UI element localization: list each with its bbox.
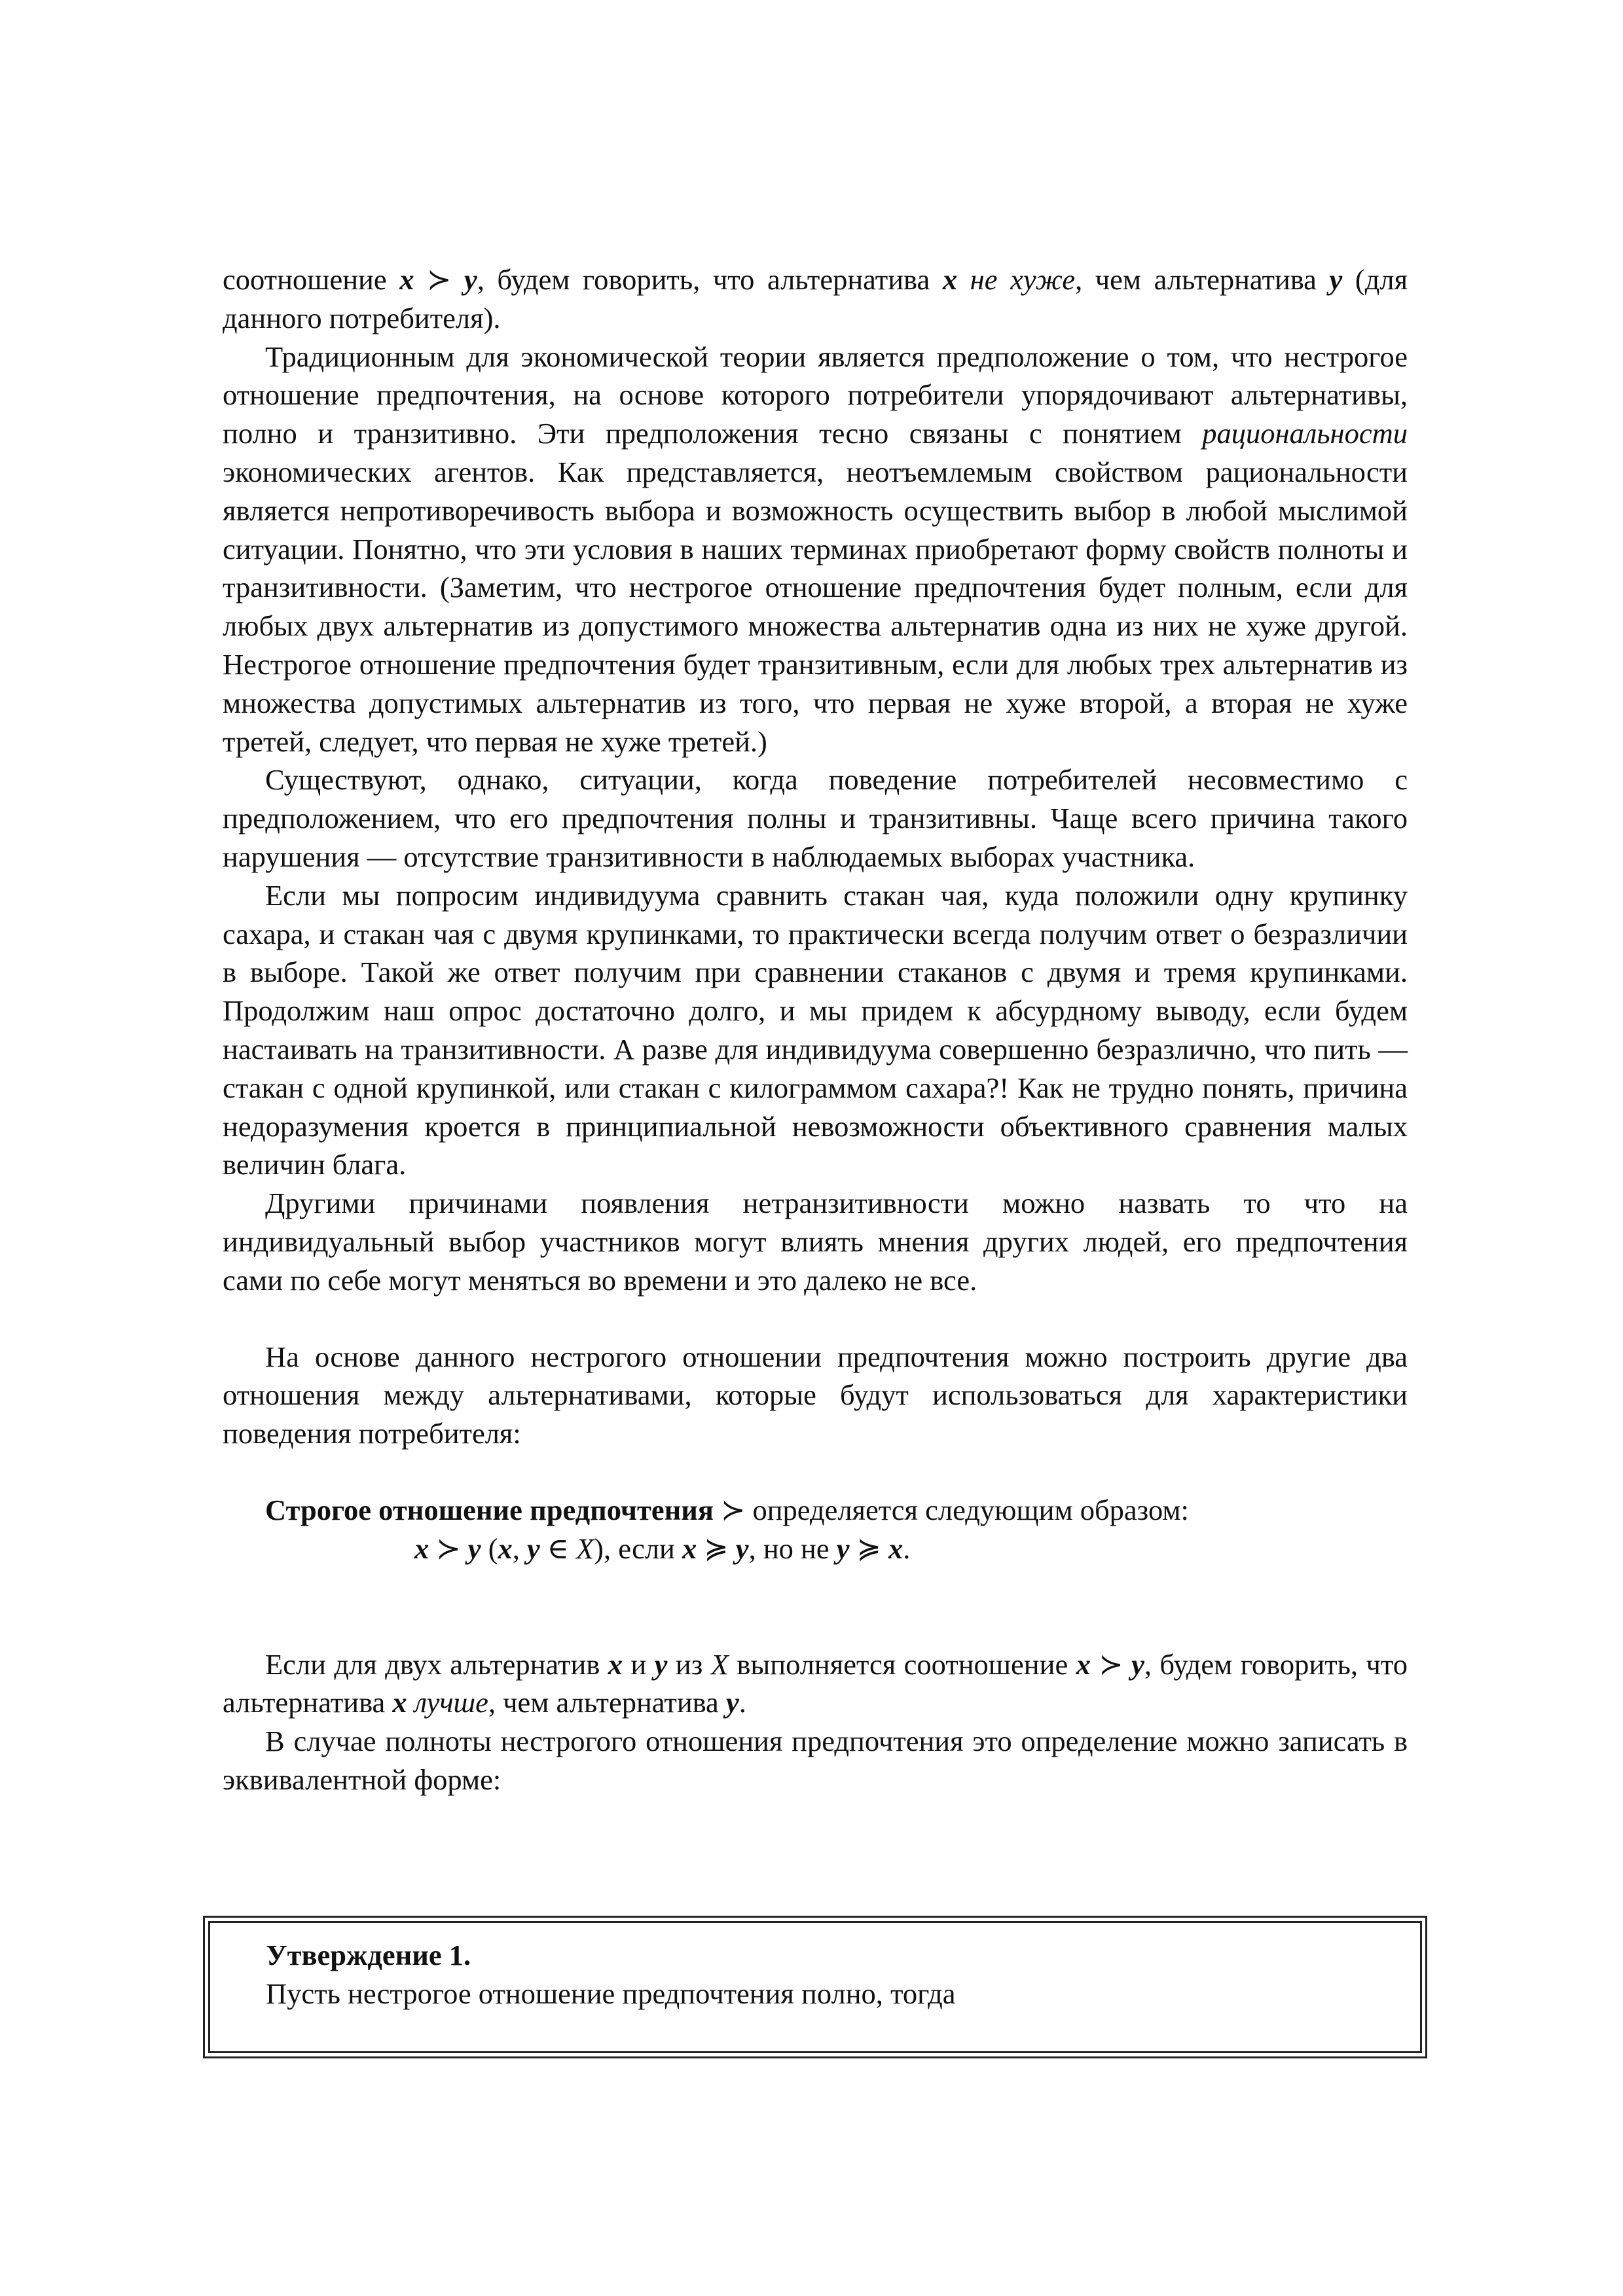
statement-title: Утверждение 1.	[266, 1939, 471, 1971]
statement-text: Пусть нестрогое отношение предпочтения полно, тогда	[266, 1977, 956, 2010]
formula-strict-preference: x ≻ y (x, y ∈ X), если x ≽ y, но не y ≽ x.	[414, 1532, 911, 1565]
spacer	[223, 1300, 1408, 1338]
definition-strict-preference: Строгое отношение предпочтения ≻ определяется следующим образом:	[265, 1493, 1189, 1526]
paragraph-other-reasons: Другими причинами появления нетранзитивности можно назвать то что на индивидуальный выбор участников могут влиять мнения других людей, его предпочтения сами по себе могут меняться во времени и это далеко не все.	[223, 1187, 1408, 1297]
paragraph-better-definition: Если для двух альтернатив x и y из X выполняется соотношение x ≻ y, будем говорить, что альтернатива x лучше, чем альтернатива y.	[223, 1647, 1408, 1719]
paragraph-equivalent-form: В случае полноты нестрогого отношения предпочтения это определение можно записать в эквивалентной форме:	[223, 1725, 1408, 1796]
statement-box-inner	[208, 1921, 1422, 2053]
page-body	[223, 260, 1408, 1799]
paragraph-other-relations: На основе данного нестрогого отношении предпочтения можно построить другие два отношения между альтернативами, которые будут использоваться для характеристики поведения потребителя:	[223, 1340, 1408, 1450]
statement-box	[203, 1916, 1427, 2058]
paragraph-transitivity-violation: Существуют, однако, ситуации, когда поведение потребителей несовместимо с предположением, что его предпочтения полны и транзитивны. Чаще всего причина такого нарушения — отсутствие транзитивности в наблюдаемых выборах участника.	[223, 763, 1408, 873]
spacer	[223, 1568, 1408, 1645]
paragraph-0: соотношение x ≻ y, будем говорить, что альтернатива x не хуже, чем альтернатива y (для данного потребителя).	[223, 263, 1408, 334]
paragraph-tea-example: Если мы попросим индивидуума сравнить стакан чая, куда положили одну крупинку сахара, и стакан чая с двумя крупинками, то практически всегда получим ответ о безразличии в выборе. Такой же ответ получим при сравнении стаканов с двумя и тремя крупинками. Продолжим наш опрос достаточно долго, и мы придем к абсурдному выводу, если будем настаивать на транзитивности. А разве для индивидуума совершенно безразлично, что пить — стакан с одной крупинкой, или стакан с килограммом сахара?! Как не трудно понять, причина недоразумения кроется в принципиальной невозможности объективного сравнения малых величин блага.	[223, 878, 1408, 1181]
paragraph-rationality: Традиционным для экономической теории является предположение о том, что нестрогое отношение предпочтения, на основе которого потребители упорядочивают альтернативы, полно и транзитивно. Эти предположения тесно связаны с понятием рациональности экономических агентов. Как представляется, неотъемлемым свойством рациональности является непротиворечивость выбора и возможность осуществить выбор в любой мыслимой ситуации. Понятно, что эти условия в наших терминах приобретают форму свойств полноты и транзитивности. (Заметим, что нестрогое отношение предпочтения будет полным, если для любых двух альтернатив из допустимого множества альтернатив одна из них не хуже другой. Нестрогое отношение предпочтения будет транзитивным, если для любых трех альтернатив из множества допустимых альтернатив из того, что первая не хуже второй, а вторая не хуже третей, следует, что первая не хуже третей.)	[223, 340, 1408, 758]
